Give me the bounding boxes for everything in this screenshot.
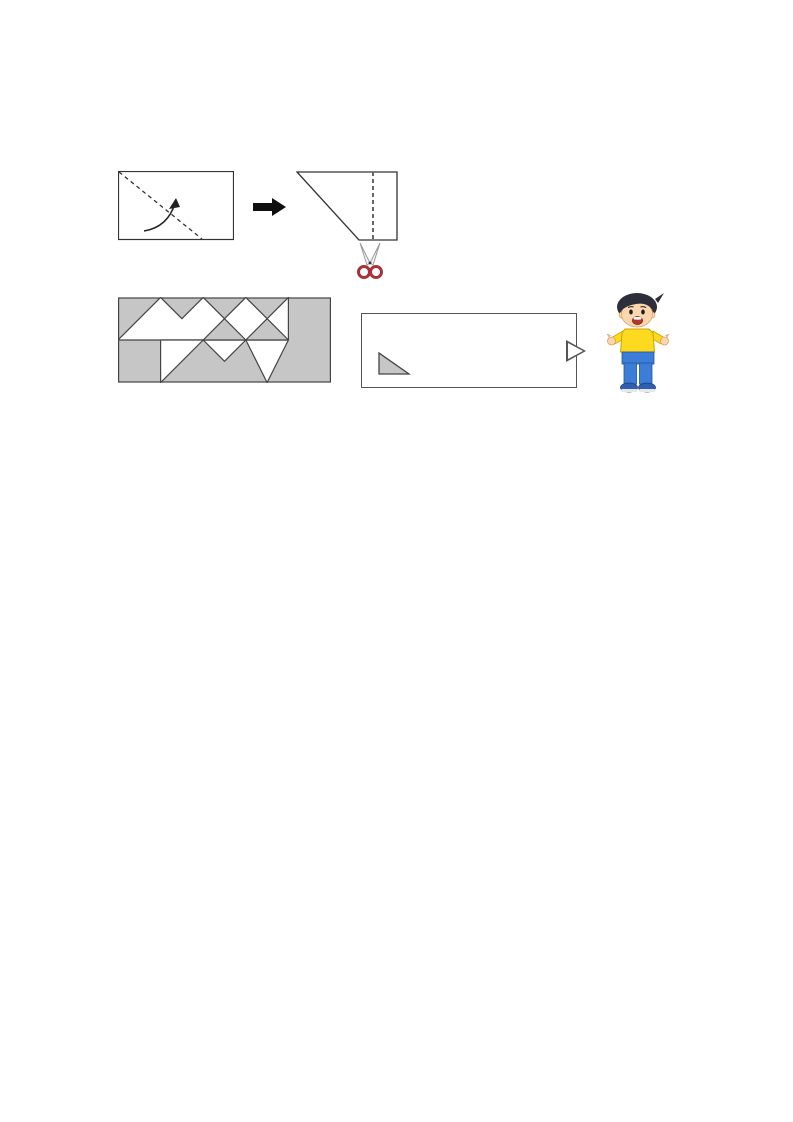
folded-shape-with-scissors-figure bbox=[296, 171, 406, 285]
question-4-figure bbox=[118, 289, 676, 393]
loose-beads-figure bbox=[320, 427, 392, 449]
fold-rectangle-figure bbox=[118, 171, 234, 241]
triangle-grid-figure bbox=[118, 297, 331, 383]
scissors-icon bbox=[359, 243, 382, 278]
question-5-figure bbox=[118, 403, 676, 473]
gray-triangle-icon bbox=[376, 351, 412, 377]
speech-bubble bbox=[361, 313, 577, 388]
question-3-figure bbox=[118, 171, 676, 285]
page-content bbox=[118, 0, 676, 473]
bead-strings-figure bbox=[118, 404, 268, 472]
exam-title bbox=[118, 118, 676, 163]
arrow-right-icon bbox=[253, 197, 287, 217]
cartoon-boy-figure bbox=[603, 289, 673, 393]
